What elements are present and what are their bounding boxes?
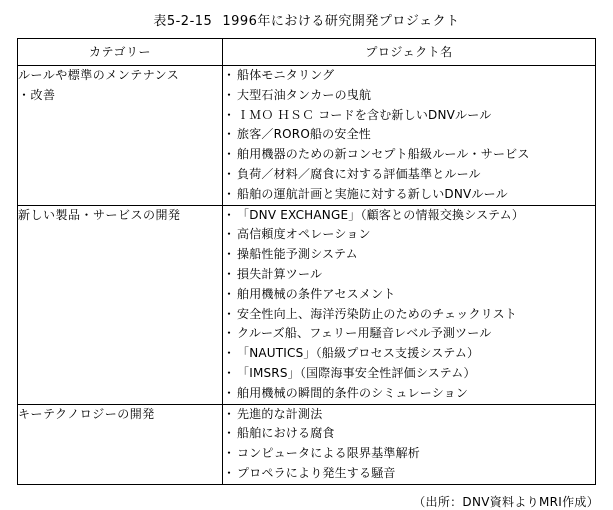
- bullet-icon: ・: [223, 186, 236, 201]
- projects-cell: [223, 404, 596, 484]
- category-line: ・改善: [18, 87, 56, 102]
- list-item-label: クルーズ船、フェリー用騒音レベル予測ツール: [237, 326, 492, 341]
- bullet-icon: ・: [223, 87, 236, 102]
- project-list: [223, 405, 595, 484]
- list-item-label: 「NAUTICS」（船級プロセス支援システム）: [237, 346, 480, 361]
- project-list: [223, 66, 595, 205]
- list-item-label: 舶用機械の条件アセスメント: [237, 286, 396, 301]
- list-item: [223, 444, 595, 464]
- category-cell: [18, 404, 223, 484]
- list-item: [223, 324, 595, 344]
- projects-table: [17, 38, 596, 485]
- list-item-label: 先進的な計測法: [237, 406, 323, 421]
- bullet-icon: ・: [223, 326, 236, 341]
- category-line: 新しい製品・サービスの開発: [18, 207, 181, 222]
- category-line: ルールや標準のメンテナンス: [18, 68, 180, 82]
- bullet-icon: ・: [223, 306, 236, 321]
- bullet-icon: ・: [223, 247, 236, 262]
- list-item: [223, 364, 595, 384]
- list-item-label: 高信頼度オペレーション: [237, 227, 371, 242]
- category-line: キーテクノロジーの開発: [18, 406, 155, 421]
- list-item-label: 損失計算ツール: [237, 266, 323, 281]
- list-item: [223, 66, 595, 86]
- bullet-icon: ・: [223, 426, 236, 441]
- category-cell: [18, 205, 223, 404]
- list-item: [223, 86, 595, 106]
- list-item: [223, 265, 595, 285]
- bullet-icon: ・: [223, 68, 236, 82]
- list-item: [223, 165, 595, 185]
- list-item: [223, 424, 595, 444]
- bullet-icon: ・: [223, 465, 236, 480]
- list-item-label: 大型石油タンカーの曳航: [237, 87, 372, 102]
- bullet-icon: ・: [223, 227, 236, 242]
- table-row: [18, 205, 596, 404]
- bullet-icon: ・: [223, 107, 236, 122]
- list-item: [223, 384, 595, 404]
- list-item: [223, 464, 595, 484]
- bullet-icon: ・: [223, 166, 236, 181]
- list-item: [223, 405, 595, 425]
- list-item-label: コンピュータによる限界基準解析: [237, 446, 421, 461]
- list-item: [223, 305, 595, 325]
- list-item: [223, 225, 595, 245]
- bullet-icon: ・: [223, 147, 236, 162]
- list-item-label: 操船性能予測システム: [237, 247, 358, 262]
- list-item: [223, 106, 595, 126]
- bullet-icon: ・: [223, 207, 236, 222]
- table-row: [18, 404, 596, 484]
- list-item: [223, 285, 595, 305]
- table-row: [18, 66, 596, 206]
- list-item-label: 船舶の運航計画と実施に対する新しいDNVルール: [237, 186, 508, 201]
- list-item: [223, 245, 595, 265]
- list-item-label: 旅客／RORO船の安全性: [237, 127, 371, 142]
- table-header-row: [18, 39, 596, 66]
- bullet-icon: ・: [223, 385, 236, 400]
- projects-cell: [223, 66, 596, 206]
- list-item-label: ＩＭＯ ＨＳＣ コードを含む新しいDNVルール: [237, 107, 492, 122]
- bullet-icon: ・: [223, 406, 236, 421]
- list-item-label: 「IMSRS」（国際海事安全性評価システム）: [237, 365, 476, 380]
- list-item: [223, 206, 595, 226]
- page-title: [0, 0, 613, 38]
- list-item: [223, 344, 595, 364]
- list-item-label: 安全性向上、海洋汚染防止のためのチェックリスト: [237, 306, 518, 321]
- column-header-category: カテゴリー: [18, 39, 223, 66]
- bullet-icon: ・: [223, 365, 236, 380]
- list-item-label: 船舶における腐食: [237, 426, 335, 441]
- bullet-icon: ・: [223, 446, 236, 461]
- bullet-icon: ・: [223, 286, 236, 301]
- table-title-text: 1996年における研究開発プロジェクト: [222, 14, 460, 29]
- source-note: （出所：DNV資料よりMRI作成）: [413, 494, 599, 509]
- column-header-project-name: プロジェクト名: [223, 39, 596, 66]
- projects-cell: [223, 205, 596, 404]
- list-item: [223, 145, 595, 165]
- list-item-label: プロペラにより発生する騒音: [237, 465, 396, 480]
- list-item-label: 「DNV EXCHANGE」（顧客との情報交換システム）: [237, 207, 525, 222]
- list-item: [223, 125, 595, 145]
- bullet-icon: ・: [223, 346, 236, 361]
- list-item-label: 舶用機器のための新コンセプト船級ルール・サービス: [237, 147, 530, 162]
- table-number: 表5-2-15: [153, 14, 213, 29]
- list-item-label: 舶用機械の瞬間的条件のシミュレーション: [237, 385, 469, 400]
- bullet-icon: ・: [223, 127, 236, 142]
- bullet-icon: ・: [223, 266, 236, 281]
- category-cell: [18, 66, 223, 206]
- list-item-label: 船体モニタリング: [237, 68, 335, 82]
- project-list: [223, 206, 595, 404]
- list-item: [223, 185, 595, 205]
- list-item-label: 負荷／材料／腐食に対する評価基準とルール: [237, 166, 481, 181]
